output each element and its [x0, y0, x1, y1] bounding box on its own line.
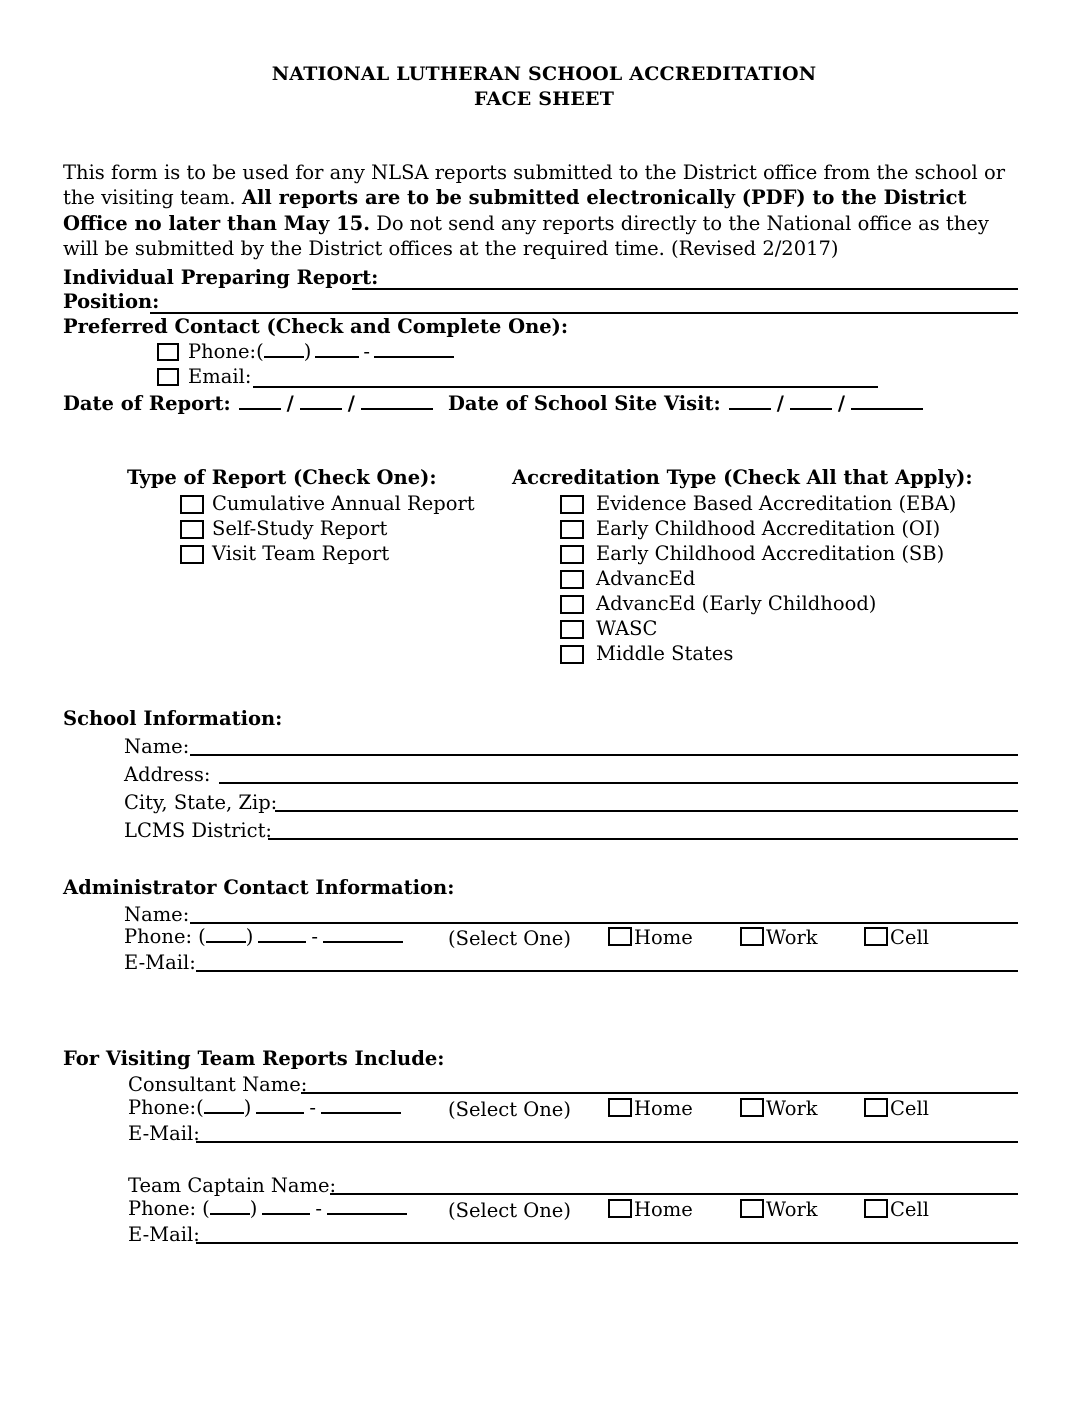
school-address-label: Address:	[124, 763, 211, 786]
accreditation-type-checkbox-1[interactable]	[560, 520, 584, 539]
team-captain-name-field[interactable]	[330, 1193, 1018, 1195]
team-captain-work-checkbox[interactable]	[740, 1199, 764, 1218]
title-line-2: FACE SHEET	[473, 88, 615, 110]
phone-paren-open: (	[256, 340, 264, 363]
consultant-phone-paren-close: )	[243, 1096, 252, 1119]
administrator-cell-checkbox[interactable]	[864, 927, 888, 946]
date-of-report-slash-2: /	[347, 392, 355, 415]
team-captain-work-label: Work	[766, 1198, 818, 1221]
accreditation-type-checkbox-6[interactable]	[560, 645, 584, 664]
team-captain-phone-paren-close: )	[249, 1197, 258, 1220]
accreditation-type-option-1: Early Childhood Accreditation (OI)	[596, 517, 941, 540]
accreditation-type-checkbox-4[interactable]	[560, 595, 584, 614]
type-of-report-checkbox-0[interactable]	[180, 495, 204, 514]
administrator-phone-suffix-field[interactable]	[323, 941, 403, 943]
administrator-home-checkbox[interactable]	[608, 927, 632, 946]
preferred-contact-phone-label	[188, 342, 454, 362]
phone-prefix-field[interactable]	[315, 356, 359, 358]
team-captain-home-label: Home	[634, 1198, 693, 1221]
administrator-work-label: Work	[766, 926, 818, 949]
team-captain-phone-prefix-field[interactable]	[262, 1213, 310, 1215]
date-of-report-label: Date of Report:	[63, 392, 231, 415]
team-captain-phone-dash: -	[315, 1197, 322, 1220]
phone-suffix-field[interactable]	[374, 356, 454, 358]
consultant-phone-prefix-field[interactable]	[256, 1112, 304, 1114]
team-captain-phone-paren-open: (	[202, 1197, 210, 1220]
team-captain-phone-suffix-field[interactable]	[327, 1213, 407, 1215]
visiting-team-heading: For Visiting Team Reports Include:	[63, 1047, 445, 1070]
administrator-email-field[interactable]	[196, 970, 1018, 972]
team-captain-cell-label: Cell	[890, 1198, 929, 1221]
school-lcms-district-label: LCMS District:	[124, 819, 272, 842]
accreditation-type-option-6: Middle States	[596, 642, 734, 665]
consultant-cell-label: Cell	[890, 1097, 929, 1120]
consultant-email-label: E-Mail:	[128, 1122, 200, 1145]
consultant-email-field[interactable]	[196, 1141, 1018, 1143]
accreditation-type-checkbox-2[interactable]	[560, 545, 584, 564]
preferred-contact-email-label: Email:	[188, 365, 252, 388]
preferred-contact-email-checkbox[interactable]	[157, 368, 179, 386]
school-city-state-zip-label: City, State, Zip:	[124, 791, 278, 814]
accreditation-type-heading: Accreditation Type (Check All that Apply):	[512, 466, 973, 489]
consultant-phone-row	[128, 1098, 401, 1118]
accreditation-type-checkbox-0[interactable]	[560, 495, 584, 514]
type-of-report-checkbox-2[interactable]	[180, 545, 204, 564]
accreditation-type-option-0: Evidence Based Accreditation (EBA)	[596, 492, 957, 515]
accreditation-type-option-3: AdvancEd	[596, 567, 696, 590]
administrator-cell-label: Cell	[890, 926, 929, 949]
consultant-home-label: Home	[634, 1097, 693, 1120]
individual-preparing-report-field[interactable]	[352, 288, 1018, 290]
date-of-report-row	[63, 394, 433, 414]
administrator-contact-heading: Administrator Contact Information:	[63, 876, 455, 899]
consultant-phone-dash: -	[309, 1096, 316, 1119]
consultant-work-label: Work	[766, 1097, 818, 1120]
school-city-state-zip-field[interactable]	[275, 810, 1018, 812]
administrator-work-checkbox[interactable]	[740, 927, 764, 946]
consultant-name-label: Consultant Name:	[128, 1073, 308, 1096]
phone-area-code-field[interactable]	[264, 356, 304, 358]
date-of-site-visit-label: Date of School Site Visit:	[448, 392, 721, 415]
administrator-phone-paren-close: )	[245, 925, 254, 948]
type-of-report-option-2: Visit Team Report	[212, 542, 390, 565]
administrator-name-label: Name:	[124, 903, 190, 926]
administrator-select-one-label: (Select One)	[448, 927, 571, 950]
position-field[interactable]	[150, 312, 1018, 314]
consultant-work-checkbox[interactable]	[740, 1098, 764, 1117]
team-captain-home-checkbox[interactable]	[608, 1199, 632, 1218]
team-captain-email-label: E-Mail:	[128, 1223, 200, 1246]
type-of-report-heading: Type of Report (Check One):	[127, 466, 437, 489]
administrator-email-label: E-Mail:	[124, 951, 196, 974]
date-of-report-day-field[interactable]	[300, 408, 342, 410]
administrator-phone-area-code-field[interactable]	[206, 941, 246, 943]
date-of-report-year-field[interactable]	[361, 408, 433, 410]
individual-preparing-report-label: Individual Preparing Report:	[63, 266, 379, 289]
intro-paragraph	[63, 160, 1018, 262]
team-captain-select-one-label: (Select One)	[448, 1199, 571, 1222]
title-line-1: NATIONAL LUTHERAN SCHOOL ACCREDITATION	[271, 63, 817, 85]
type-of-report-option-1: Self-Study Report	[212, 517, 388, 540]
team-captain-phone-row	[128, 1199, 407, 1219]
position-label: Position:	[63, 290, 160, 313]
preferred-contact-email-field[interactable]	[253, 386, 878, 388]
administrator-phone-dash: -	[311, 925, 318, 948]
intro-text-part-1: This form is to be used for any NLSA reports submitted to the District office from the school or the visiting team.	[63, 160, 1006, 209]
accreditation-type-checkbox-3[interactable]	[560, 570, 584, 589]
intro-text-bold: All reports are to be submitted electronically (PDF) to the District Office no later than May 15.	[63, 186, 967, 235]
accreditation-type-option-4: AdvancEd (Early Childhood)	[596, 592, 877, 615]
phone-dash: -	[363, 340, 370, 363]
document-title	[0, 62, 1088, 112]
site-visit-day-field[interactable]	[790, 408, 832, 410]
accreditation-type-option-2: Early Childhood Accreditation (SB)	[596, 542, 945, 565]
type-of-report-checkbox-1[interactable]	[180, 520, 204, 539]
consultant-phone-area-code-field[interactable]	[204, 1112, 244, 1114]
consultant-select-one-label: (Select One)	[448, 1098, 571, 1121]
consultant-phone-paren-open: (	[196, 1096, 204, 1119]
site-visit-year-field[interactable]	[851, 408, 923, 410]
administrator-home-label: Home	[634, 926, 693, 949]
consultant-home-checkbox[interactable]	[608, 1098, 632, 1117]
school-name-label: Name:	[124, 735, 190, 758]
school-information-heading: School Information:	[63, 707, 283, 730]
date-of-report-slash-1: /	[286, 392, 294, 415]
site-visit-slash-2: /	[837, 392, 846, 415]
date-of-report-month-field[interactable]	[239, 408, 281, 410]
preferred-contact-label: Preferred Contact (Check and Complete One):	[63, 315, 569, 338]
team-captain-phone-area-code-field[interactable]	[210, 1213, 250, 1215]
administrator-phone-label: Phone:	[124, 925, 193, 948]
intro-text-part-2: Do not send any reports directly to the National office as they will be submitted by the District offices at the required time. (Revised 2/2017)	[63, 211, 989, 260]
administrator-phone-paren-open: (	[198, 925, 206, 948]
phone-paren-close: )	[303, 340, 312, 363]
consultant-cell-checkbox[interactable]	[864, 1098, 888, 1117]
administrator-phone-row	[124, 927, 403, 947]
consultant-phone-suffix-field[interactable]	[321, 1112, 401, 1114]
administrator-phone-prefix-field[interactable]	[258, 941, 306, 943]
consultant-phone-label: Phone:	[128, 1096, 197, 1119]
accreditation-type-option-5: WASC	[596, 617, 658, 640]
site-visit-month-field[interactable]	[729, 408, 771, 410]
site-visit-slash-1: /	[776, 392, 784, 415]
school-lcms-district-field[interactable]	[268, 838, 1018, 840]
school-name-field[interactable]	[190, 754, 1018, 756]
team-captain-name-label: Team Captain Name:	[128, 1174, 337, 1197]
accreditation-type-checkbox-5[interactable]	[560, 620, 584, 639]
consultant-name-field[interactable]	[301, 1092, 1018, 1094]
team-captain-email-field[interactable]	[196, 1242, 1018, 1244]
team-captain-cell-checkbox[interactable]	[864, 1199, 888, 1218]
type-of-report-option-0: Cumulative Annual Report	[212, 492, 475, 515]
school-address-field[interactable]	[219, 782, 1018, 784]
preferred-contact-phone-checkbox[interactable]	[157, 343, 179, 361]
team-captain-phone-label: Phone:	[128, 1197, 197, 1220]
phone-text: Phone:	[188, 340, 257, 363]
administrator-name-field[interactable]	[190, 922, 1018, 924]
date-of-site-visit-row	[448, 394, 923, 414]
